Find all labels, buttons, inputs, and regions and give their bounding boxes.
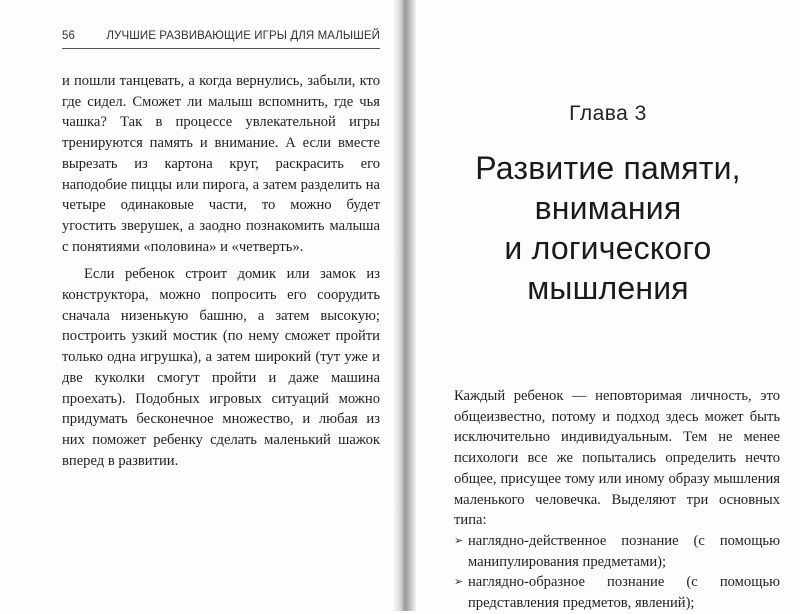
arrow-bullet-icon: ➢ <box>454 533 464 547</box>
left-body-text <box>62 71 380 471</box>
right-page <box>416 0 800 611</box>
bullet-list <box>454 531 780 614</box>
chapter-title-line: мышления <box>527 270 689 306</box>
chapter-title <box>416 148 800 308</box>
arrow-bullet-icon: ➢ <box>454 575 464 589</box>
chapter-title-line: внимания <box>534 190 682 226</box>
paragraph: и пошли танцевать, а когда вернулись, забыли, кто где сидел. Сможет ли малыш вспомнить, где чья чашка? Так в процессе увлекательной игры тренируются память и внимание. А если вместе вырезать из картона круг, раскрасить его наподобие пиццы или пирога, а затем разделить на четыре одинаковые части, то можно будет угостить зверушек, а заодно познакомить малыша с понятиями «половина» и «четверть». <box>62 73 380 255</box>
chapter-title-line: и логического <box>504 230 712 266</box>
list-item-text: наглядно-действенное познание (с помощью манипулирования предметами); <box>468 532 780 570</box>
list-item <box>454 572 780 613</box>
list-item-text: наглядно-образное познание (с помощью представления предметов, явлений); <box>468 574 780 612</box>
intro-paragraph: Каждый ребенок — неповторимая личность, это общеизвестно, потому и подход здесь может быть исключительно индивидуальным. Тем не менее психологи все же попытались определить нечто общее, присущее тому или иному образу мышления маленького человечка. Выделяют три основных типа: <box>454 388 780 529</box>
page-number: 56 <box>62 30 75 42</box>
running-head-title: ЛУЧШИЕ РАЗВИВАЮЩИЕ ИГРЫ ДЛЯ МАЛЫШЕЙ <box>106 30 380 42</box>
paragraph: Если ребенок строит домик или замок из конструктора, можно попросить его соорудить сначала низенькую башню, а затем высокую; построить узкий мостик (по нему сможет пройти только одна игрушка), а затем широкий (тут уже и две куколки смогут пройти и даже машина проехать). Подобных игровых ситуаций можно придумать бесконечное множество, и любая из них поможет ребенку сделать маленький шажок вперед в развитии. <box>62 266 380 469</box>
chapter-title-line: Развитие памяти, <box>475 150 741 186</box>
right-body-text <box>454 386 780 614</box>
running-head <box>62 30 380 49</box>
chapter-label: Глава 3 <box>569 102 647 125</box>
left-page <box>0 0 396 611</box>
book-gutter <box>392 0 416 611</box>
list-item <box>454 531 780 572</box>
